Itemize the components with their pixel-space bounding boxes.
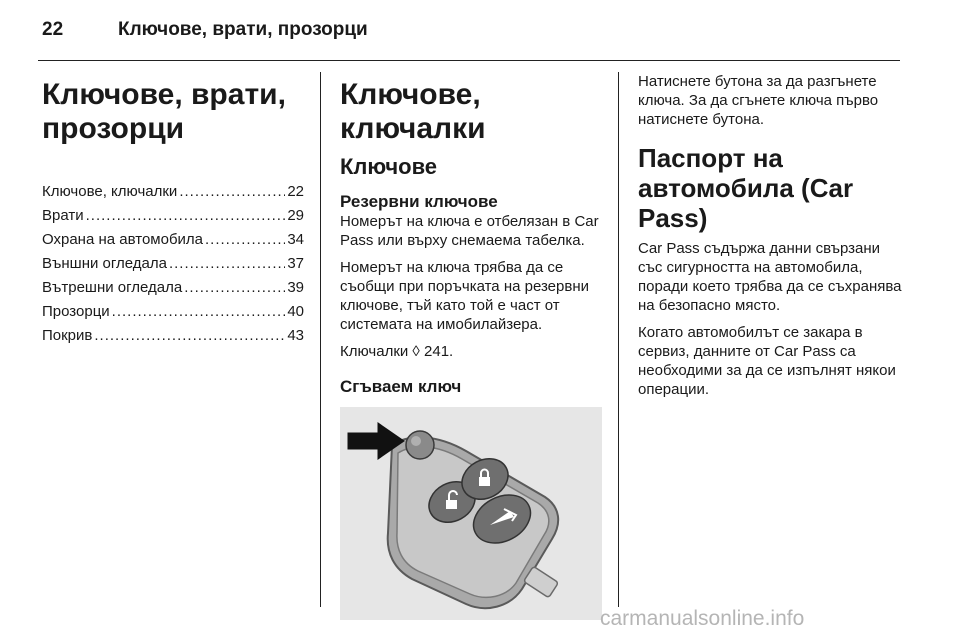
- section-title: Ключове, ключалки: [340, 78, 486, 145]
- table-of-contents: [42, 180, 304, 348]
- folding-key-heading: Сгъваем ключ: [340, 377, 462, 396]
- toc-item-page: 43: [287, 327, 304, 344]
- toc-item-label: Охрана на автомобила: [42, 231, 204, 248]
- toc-item[interactable]: [42, 180, 304, 204]
- running-title: Ключове, врати, прозорци: [118, 19, 368, 40]
- toc-item-page: 39: [287, 279, 304, 296]
- watermark: carmanualsonline.info: [600, 607, 805, 630]
- toc-item[interactable]: [42, 300, 304, 324]
- toc-leader: [205, 228, 285, 252]
- car-pass-paragraph-1: Car Pass съдържа данни свързани със сигурността на автомобила, поради което трябва да се съхранява на безопасно място.: [638, 240, 902, 314]
- toc-item-label: Вътрешни огледала: [42, 279, 183, 296]
- car-pass-heading: Паспорт на автомобила (Car Pass): [638, 143, 854, 233]
- spare-keys-heading: Резервни ключове: [340, 192, 498, 211]
- toc-item[interactable]: [42, 276, 304, 300]
- toc-leader: [184, 276, 285, 300]
- key-fob-illustration: [340, 407, 602, 620]
- spare-keys-paragraph-2: Номерът на ключа трябва да се съобщи при поръчката на резервни ключове, тъй като той е част от системата на имобилайзера.: [340, 259, 589, 333]
- toc-leader: [94, 324, 285, 348]
- toc-item-page: 37: [287, 255, 304, 272]
- toc-leader: [179, 180, 285, 204]
- toc-item[interactable]: [42, 204, 304, 228]
- toc-leader: [169, 252, 285, 276]
- car-pass-column: [638, 72, 902, 407]
- toc-item-page: 34: [287, 231, 304, 248]
- toc-item[interactable]: [42, 252, 304, 276]
- toc-leader: [86, 204, 286, 228]
- column-divider-2: [618, 72, 619, 607]
- fold-instruction: Натиснете бутона за да разгънете ключа. За да сгънете ключа първо натиснете бутона.: [638, 73, 879, 128]
- locks-reference: Ключалки ◊ 241.: [340, 343, 454, 360]
- toc-item-page: 29: [287, 207, 304, 224]
- subsection-title: Ключове: [340, 154, 438, 179]
- car-pass-paragraph-2: Когато автомобилът се закара в сервиз, данните от Car Pass са необходими за да се изпълнят някои операции.: [638, 324, 896, 398]
- toc-item-label: Ключове, ключалки: [42, 183, 178, 200]
- toc-item-page: 22: [287, 183, 304, 200]
- column-divider-1: [320, 72, 321, 607]
- header-divider: [38, 60, 900, 61]
- spare-keys-paragraph-1: Номерът на ключа е отбелязан в Car Pass или върху снемаема табелка.: [340, 213, 599, 249]
- toc-item-label: Външни огледала: [42, 255, 167, 272]
- toc-item[interactable]: [42, 228, 304, 252]
- toc-item-label: Покрив: [42, 327, 93, 344]
- keys-column: [340, 72, 602, 620]
- toc-item[interactable]: [42, 324, 304, 348]
- folding-key-figure: [340, 407, 602, 620]
- toc-item-label: Прозорци: [42, 303, 110, 320]
- page-number: 22: [42, 19, 64, 40]
- toc-item-label: Врати: [42, 207, 84, 224]
- chapter-toc-column: [42, 72, 304, 348]
- chapter-title: Ключове, врати, прозорци: [42, 78, 286, 145]
- toc-leader: [112, 300, 286, 324]
- toc-item-page: 40: [287, 303, 304, 320]
